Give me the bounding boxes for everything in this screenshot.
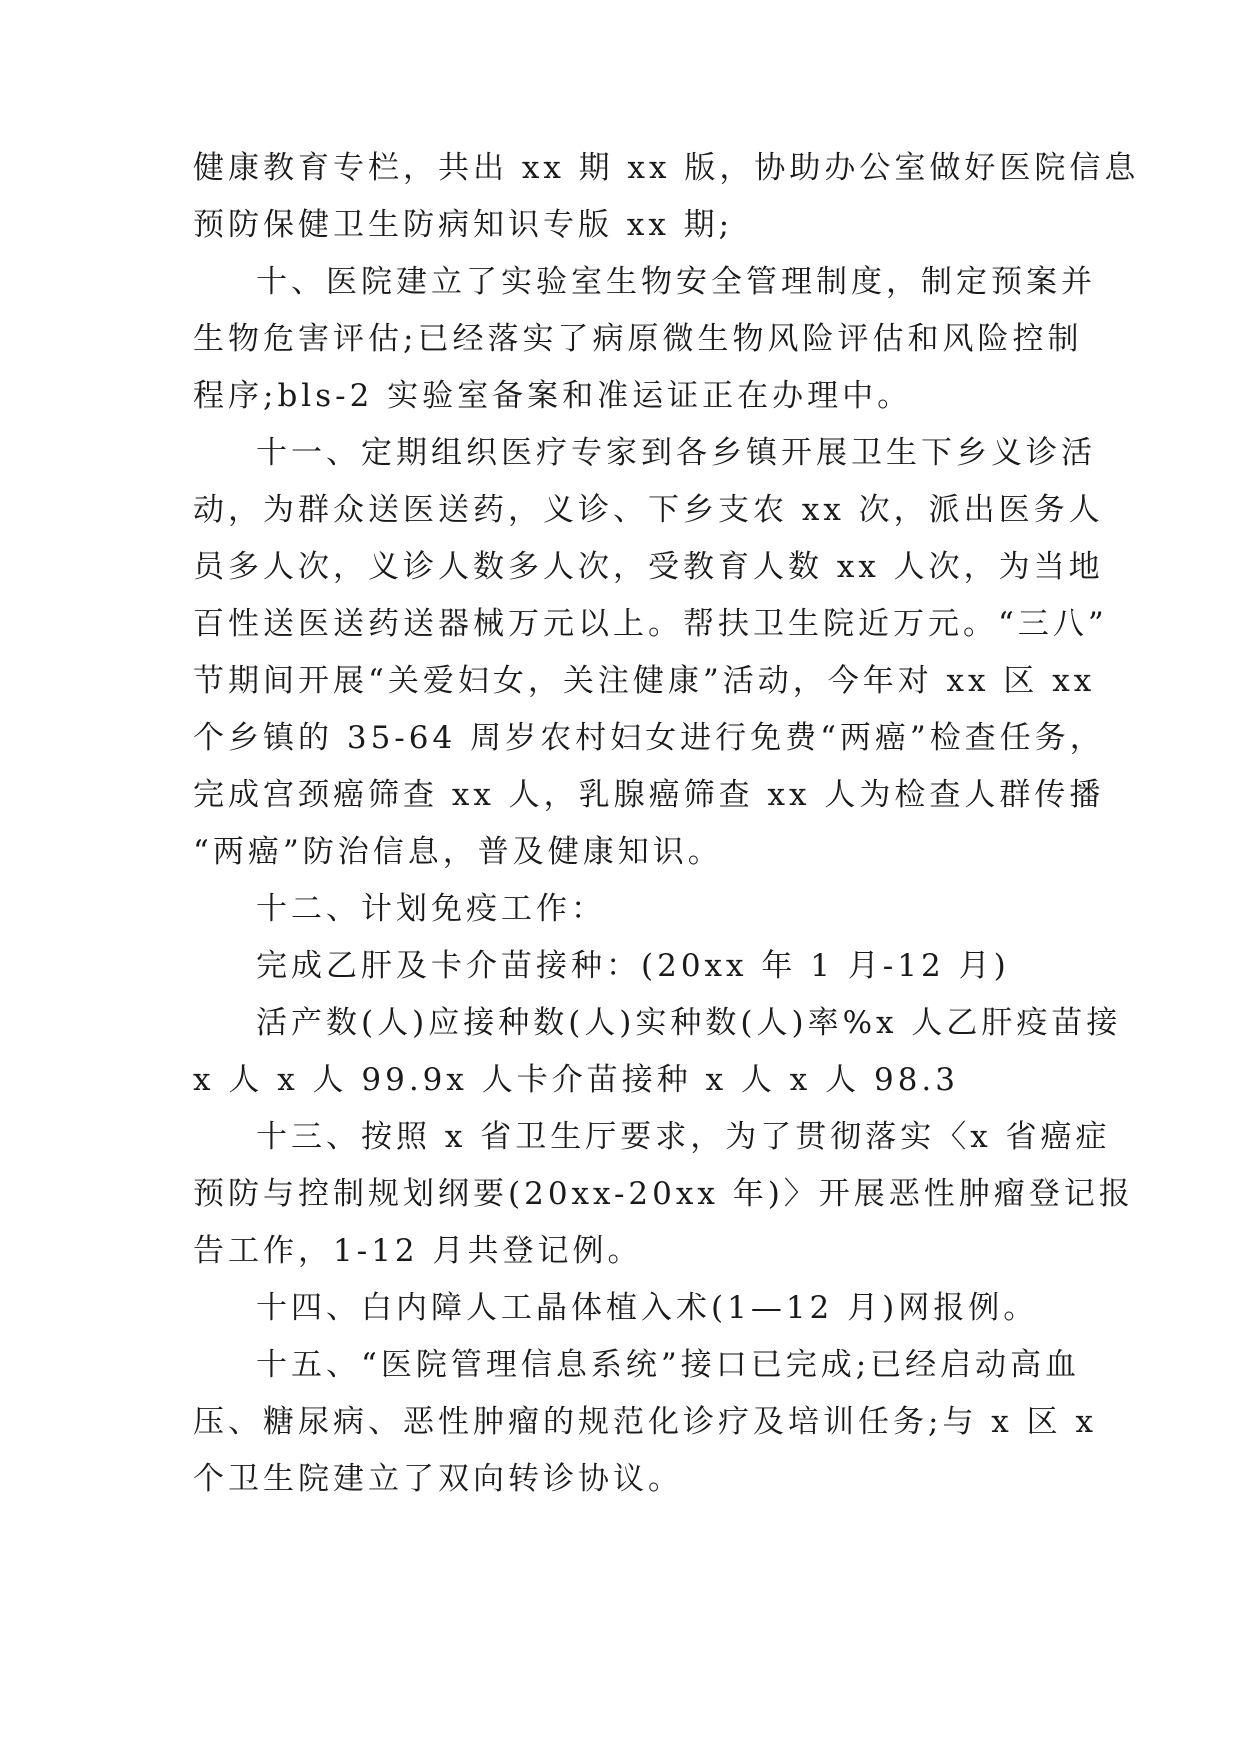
text-line: 个乡镇的 35-64 周岁农村妇女进行免费“两癌”检查任务， [193, 720, 1105, 756]
text-line: 活产数(人)应接种数(人)实种数(人)率%x 人乙肝疫苗接 [256, 1005, 1122, 1041]
paragraph-10-start: 十、医院建立了实验室生物安全管理制度，制定预案并 [256, 264, 1096, 300]
text-line: 健康教育专栏，共出 xx 期 xx 版，协助办公室做好医院信息 [193, 150, 1140, 186]
text-line: 预防保健卫生防病知识专版 xx 期; [193, 207, 734, 243]
text-line: 生物危害评估;已经落实了病原微生物风险评估和风险控制 [193, 321, 1083, 357]
text-line: 节期间开展“关爱妇女，关注健康”活动，今年对 xx 区 xx [193, 663, 1096, 699]
text-line: 告工作，1-12 月共登记例。 [193, 1233, 643, 1269]
text-line: 动，为群众送医送药，义诊、下乡支农 xx 次，派出医务人 [193, 492, 1104, 528]
text-line: 预防与控制规划纲要(20xx-20xx 年)〉开展恶性肿瘤登记报 [193, 1176, 1134, 1212]
paragraph-14: 十四、白内障人工晶体植入术(1—12 月)网报例。 [256, 1290, 1039, 1326]
text-line: 完成乙肝及卡介苗接种：(20xx 年 1 月-12 月) [256, 948, 1010, 984]
text-line: 员多人次，义诊人数多人次，受教育人数 xx 人次，为当地 [193, 549, 1104, 585]
text-line: 程序;bls-2 实验室备案和准运证正在办理中。 [193, 378, 913, 414]
text-line: 压、糖尿病、恶性肿瘤的规范化诊疗及培训任务;与 x 区 x [193, 1404, 1097, 1440]
paragraph-15-start: 十五、“医院管理信息系统”接口已完成;已经启动高血 [256, 1347, 1081, 1383]
text-line: x 人 x 人 99.9x 人卡介苗接种 x 人 x 人 98.3 [193, 1062, 960, 1098]
text-line: 个卫生院建立了双向转诊协议。 [193, 1461, 683, 1497]
text-line: “两癌”防治信息，普及健康知识。 [193, 834, 723, 870]
paragraph-12-start: 十二、计划免疫工作： [256, 891, 606, 927]
paragraph-13-start: 十三、按照 x 省卫生厅要求，为了贯彻落实〈x 省癌症 [256, 1119, 1111, 1155]
paragraph-11-start: 十一、定期组织医疗专家到各乡镇开展卫生下乡义诊活 [256, 435, 1096, 471]
text-line: 百性送医送药送器械万元以上。帮扶卫生院近万元。“三八” [193, 606, 1108, 642]
text-line: 完成宫颈癌筛查 xx 人，乳腺癌筛查 xx 人为检查人群传播 [193, 777, 1105, 813]
